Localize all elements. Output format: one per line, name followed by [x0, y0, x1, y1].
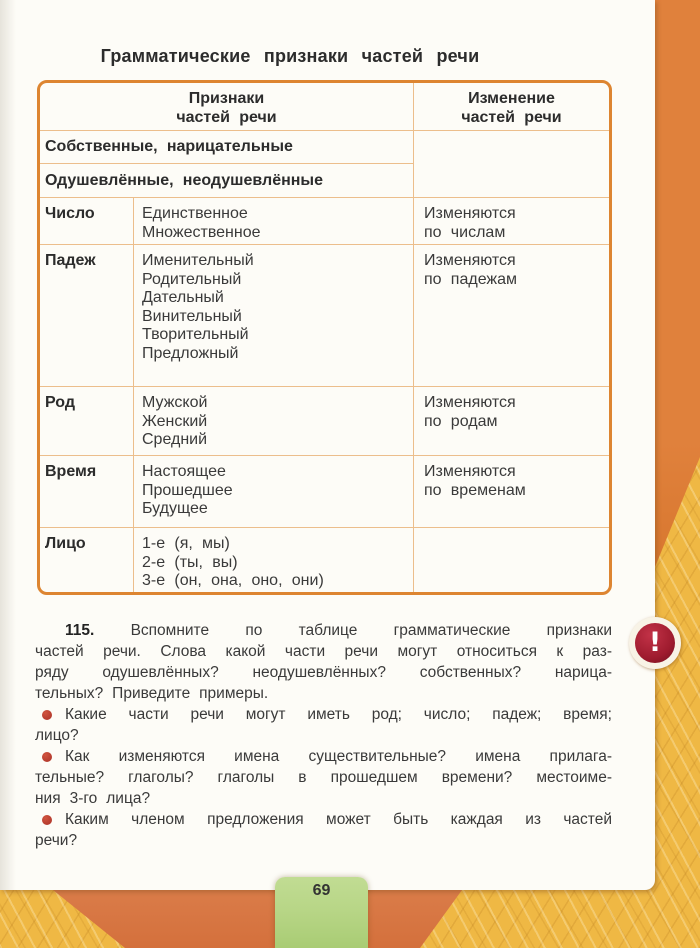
table-row-label: Число [40, 197, 134, 244]
exercise-text-line: 115. Вспомните по таблице грамматические признаки [65, 622, 612, 639]
bullet-question-line: тельные? глаголы? глаголы в прошедшем времени? местоиме- [35, 769, 612, 786]
table-row-label: Лицо [40, 527, 134, 592]
table-row-values: Единственное Множественное [134, 197, 414, 244]
table-row-change: Изменяются по временам [414, 455, 609, 527]
table-row-label: Падеж [40, 244, 134, 386]
exercise-115 [35, 620, 612, 851]
table-row-change: Изменяются по родам [414, 386, 609, 455]
table-row-change [414, 527, 609, 592]
bullet-question-line: ния 3-го лица? [35, 790, 151, 807]
exercise-text-line: тельных? Приведите примеры. [35, 685, 269, 702]
bullet-question-line: Каким членом предложения может быть каждая из частей [35, 809, 612, 830]
exercise-number: 115. [65, 622, 95, 639]
grammar-features-table [37, 80, 612, 595]
table-row-change: Изменяются по числам [414, 197, 609, 244]
page-number-tab [275, 877, 368, 948]
bullet-question-line: речи? [35, 832, 78, 849]
exercise-text-line: ряду одушевлённых? неодушевлённых? собственных? нарица- [35, 664, 612, 681]
table-span-row: Одушевлённые, неодушевлённые [40, 163, 414, 197]
bullet-question-line: лицо? [35, 727, 79, 744]
orange-margin-decor [655, 0, 700, 567]
page-number: 69 [312, 882, 331, 899]
table-row-label: Время [40, 455, 134, 527]
table-header-features: Признаки частей речи [40, 83, 414, 130]
alert-badge [629, 617, 681, 669]
table-empty-cell [414, 130, 609, 197]
table-row-label: Род [40, 386, 134, 455]
page-title: Грамматические признаки частей речи [100, 46, 480, 66]
exclamation-icon: ! [635, 623, 675, 663]
bullet-question-line: Какие части речи могут иметь род; число; падеж; время; [35, 704, 612, 725]
table-row-values: Настоящее Прошедшее Будущее [134, 455, 414, 527]
table-row-change: Изменяются по падежам [414, 244, 609, 386]
exercise-text-line: частей речи. Слова какой части речи могут относиться к раз- [35, 643, 612, 660]
table-header-change: Изменение частей речи [461, 90, 562, 126]
table-row-values: 1-е (я, мы) 2-е (ты, вы) 3-е (он, она, оно, они) [134, 527, 414, 592]
table-row-values: Именительный Родительный Дательный Винительный Творительный Предложный [134, 244, 414, 386]
bullet-icon [42, 752, 52, 762]
bullet-icon [42, 815, 52, 825]
orange-trapezoid-decor [50, 890, 465, 948]
bullet-question-line: Как изменяются имена существительные? имена прилага- [35, 746, 612, 767]
table-span-row: Собственные, нарицательные [40, 130, 414, 163]
table-row-values: Мужской Женский Средний [134, 386, 414, 455]
bullet-icon [42, 710, 52, 720]
